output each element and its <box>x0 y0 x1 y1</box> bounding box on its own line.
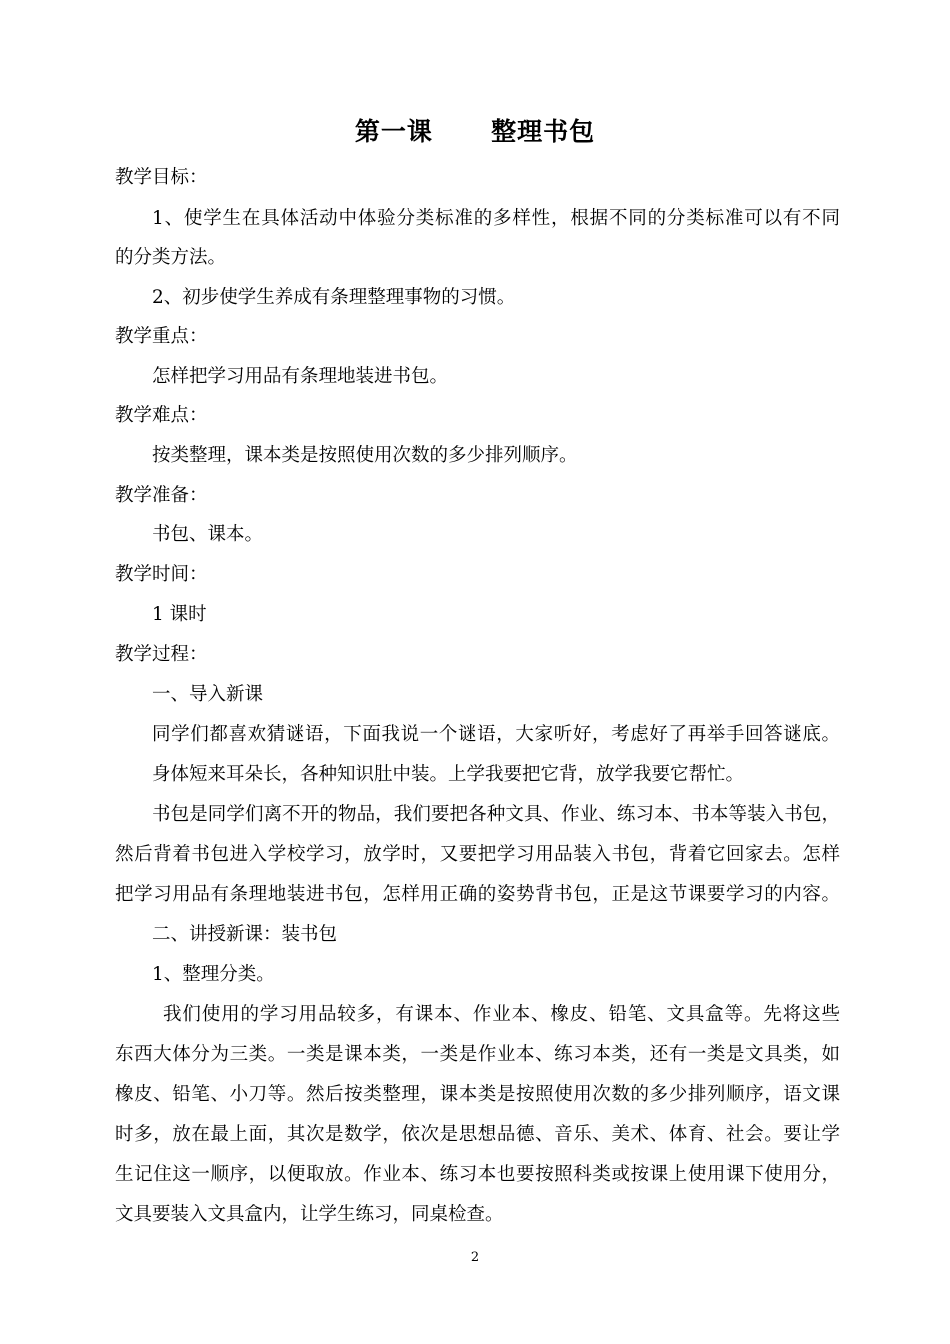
page-number: 2 <box>470 1250 480 1265</box>
sorting-paragraph-line-4: 时多，放在最上面，其次是数学，依次是思想品德、音乐、美术、体育、社会。要让学 <box>115 1124 840 1145</box>
heading-time: 教学时间： <box>115 564 208 585</box>
heading-preparation: 教学准备： <box>115 485 208 506</box>
sorting-paragraph-line-1: 我们使用的学习用品较多，有课本、作业本、橡皮、铅笔、文具盒等。先将这些 <box>163 1004 840 1025</box>
objective-2: 2、初步使学生养成有条理整理事物的习惯。 <box>152 287 516 308</box>
objective-1-line-1: 1、使学生在具体活动中体验分类标准的多样性，根据不同的分类标准可以有不同 <box>152 208 840 229</box>
intro-paragraph-line-3: 把学习用品有条理地装进书包，怎样用正确的姿势背书包，正是这节课要学习的内容。 <box>115 884 840 905</box>
subsection-sorting-heading: 1、整理分类。 <box>152 964 275 985</box>
sorting-paragraph-line-5: 生记住这一顺序，以便取放。作业本、练习本也要按照科类或按课上使用课下使用分， <box>115 1164 840 1185</box>
time-text: 1 课时 <box>152 604 207 625</box>
intro-paragraph-line-1: 书包是同学们离不开的物品，我们要把各种文具、作业、练习本、书本等装入书包， <box>152 804 840 825</box>
heading-process: 教学过程： <box>115 644 208 665</box>
lesson-title: 第一课 整理书包 <box>354 117 596 146</box>
sorting-paragraph-line-2: 东西大体分为三类。一类是课本类，一类是作业本、练习本类，还有一类是文具类，如 <box>115 1044 840 1065</box>
intro-paragraph-line-2: 然后背着书包进入学校学习，放学时，又要把学习用品装入书包，背着它回家去。怎样 <box>115 844 840 865</box>
riddle-intro: 同学们都喜欢猜谜语，下面我说一个谜语，大家听好，考虑好了再举手回答谜底。 <box>152 724 840 745</box>
objective-1-line-2: 的分类方法。 <box>115 247 227 268</box>
section-new-lesson-heading: 二、讲授新课：装书包 <box>152 924 338 945</box>
preparation-text: 书包、课本。 <box>152 524 264 545</box>
sorting-paragraph-line-6: 文具要装入文具盒内，让学生练习，同桌检查。 <box>115 1204 504 1225</box>
heading-key-point: 教学重点： <box>115 326 208 347</box>
heading-difficulty: 教学难点： <box>115 405 208 426</box>
sorting-paragraph-line-3: 橡皮、铅笔、小刀等。然后按类整理，课本类是按照使用次数的多少排列顺序，语文课 <box>115 1084 840 1105</box>
difficulty-text: 按类整理，课本类是按照使用次数的多少排列顺序。 <box>152 445 578 466</box>
section-intro-heading: 一、导入新课 <box>152 684 264 705</box>
riddle-text: 身体短来耳朵长，各种知识肚中装。上学我要把它背，放学我要它帮忙。 <box>152 764 745 785</box>
key-point-text: 怎样把学习用品有条理地装进书包。 <box>152 366 449 387</box>
heading-objectives: 教学目标： <box>115 167 208 188</box>
